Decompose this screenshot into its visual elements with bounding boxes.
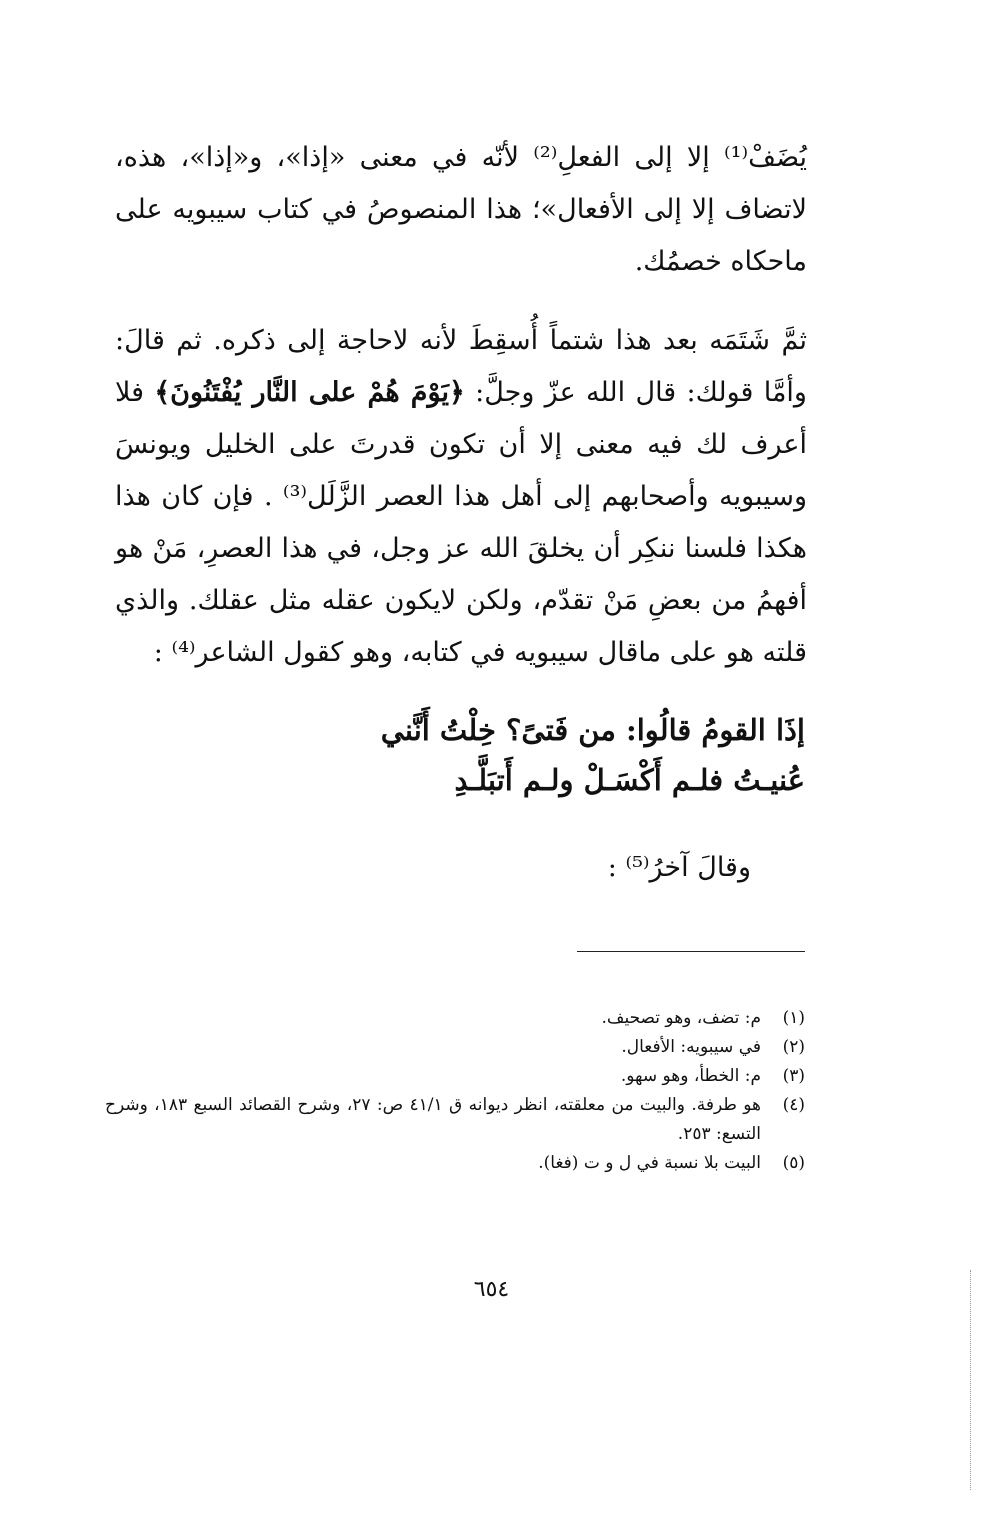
footnote-item: [105, 1062, 805, 1091]
paragraph-2-part-a: ثمَّ شَتَمَه بعد هذا شتماً أُسقِطَ لأنه لاحاجة إلى ذكره. ثم قالَ: وأمَّا قولك: قال الله عزّ وجلَّ:: [115, 325, 807, 408]
poetry-verse-line-2: عُنيـتُ فلـم أَكْسَـلْ ولـم أَتبَلَّـدِ: [454, 763, 805, 797]
page-number: ٦٥٤: [473, 1277, 510, 1302]
footnote-text: في سيبويه: الأفعال.: [621, 1037, 761, 1057]
paragraph-2-part-b: فلا أعرف لك فيه معنى إلا أن تكون قدرتَ على الخليل ويونسَ وسيبويه وأصحابهم إلى أهل هذا العصر الزَّلَل⁽³⁾ . فإن كان هذا هكذا فلسنا ننكِر أن يخلقَ الله عز وجل، في هذا العصرِ، مَنْ هو أفهمُ من بعضِ مَنْ تقدّم، ولكن لايكون عقله مثل عقلك. والذي قلته هو على ماقال سيبويه في كتابه، وهو كقول الشاعر⁽⁴⁾ :: [115, 377, 807, 668]
footnote-text: هو طرفة. والبيت من معلقته، انظر ديوانه ق ٤١/١ ص: ٢٧، وشرح القصائد السبع ١٨٣، وشرح التسع: ٢٥٣.: [105, 1095, 762, 1144]
footnote-item: [105, 1149, 805, 1178]
footnote-number: (٤): [782, 1095, 805, 1115]
footnote-text: البيت بلا نسبة في ل و ت (فغا).: [538, 1153, 761, 1173]
paragraph-2: [115, 315, 807, 679]
quran-verse: ﴿يَوْمَ هُمْ على النَّار يُفْتَنُونَ﴾: [154, 377, 465, 408]
second-poet-intro: وقالَ آخرُ⁽⁵⁾ :: [607, 852, 751, 883]
footnote-number: (١): [782, 1008, 805, 1028]
footnote-number: (٥): [782, 1153, 805, 1173]
footnote-text: م: تضف، وهو تصحيف.: [601, 1008, 761, 1028]
footnote-number: (٣): [782, 1066, 805, 1086]
paragraph-1-text: يُضَفْ⁽¹⁾ إلا إلى الفعلِ⁽²⁾ لأنّه في معنى «إذا»، و«إذا»، هذه، لاتضاف إلا إلى الأفعال»؛ هذا المنصوصُ في كتاب سيبويه على ماحكاه خصمُك.: [115, 142, 807, 277]
footnotes-list: [105, 1004, 805, 1178]
poetry-verse-line-1: إذَا القومُ قالُوا: من فَتىً؟ خِلْتُ أَنَّني: [380, 713, 805, 747]
footnote-item: [105, 1004, 805, 1033]
footnote-separator: [577, 951, 805, 952]
footnote-number: (٢): [782, 1037, 805, 1057]
footnote-item: [105, 1033, 805, 1062]
paragraph-1: [115, 132, 807, 288]
footnote-item: [105, 1091, 805, 1149]
scan-edge-mark: [970, 1270, 971, 1490]
footnote-text: م: الخطأ، وهو سهو.: [620, 1066, 761, 1086]
